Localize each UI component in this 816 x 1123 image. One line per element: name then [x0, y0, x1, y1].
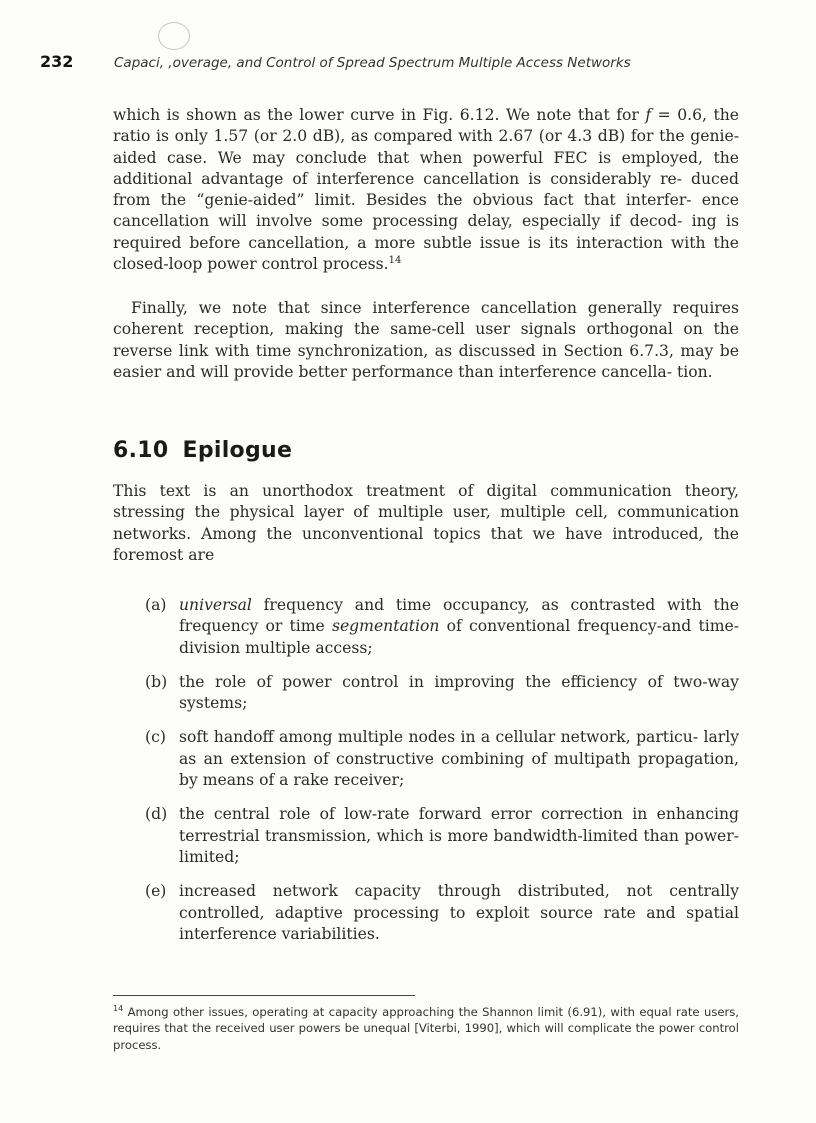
footnote-reference-14: 14 [388, 254, 402, 266]
list-marker: (b) [145, 672, 168, 691]
list-item-a [145, 595, 739, 659]
list-marker: (a) [145, 596, 167, 614]
section-title: Epilogue [182, 438, 293, 463]
running-title: Capaci, ,overage, and Control of Spread Spectrum Multiple Access Networks [114, 55, 631, 71]
list-item-b [145, 672, 739, 715]
list-item-text: increased network capacity through distributed, not centrally controlled, adaptive processing to exploit source rate and spatial interference variabilities. [179, 882, 739, 943]
list-item-text: the role of power control in improving the efficiency of two-way systems; [179, 672, 739, 713]
list-marker: (c) [145, 728, 166, 747]
page-number: 232 [40, 52, 74, 71]
paragraph-1-text-a: which is shown as the lower curve in Fig. 6.12. We note that for [113, 106, 646, 124]
footnote-14 [113, 1004, 739, 1053]
epilogue-intro-paragraph: This text is an unorthodox treatment of digital communication theory, stressing the physical layer of multiple user, multiple cell, communication networks. Among the unconventional topics that we have introduced, the foremost are [113, 482, 739, 564]
emphasis-segmentation: segmentation [331, 617, 440, 636]
footnote-text: Among other issues, operating at capacity approaching the Shannon limit (6.91), with equal rate users, requires that the received user powers be unequal [Viterbi, 1990], which will complicate the power control process. [113, 1005, 739, 1052]
list-marker: (e) [145, 882, 167, 901]
topics-list [145, 595, 739, 958]
list-item-text: soft handoff among multiple nodes in a cellular network, particu- larly as an extension of constructive combining of multipath propagation, by means of a rake receiver; [179, 728, 739, 790]
paragraph-1-text-b: = 0.6, the ratio is only 1.57 (or 2.0 dB), as compared with 2.67 (or 4.3 dB) for the genie-aided case. We may conclude that when powerful FEC is employed, the additional advantage of interference cancellation is considerably re- duced from the “genie-aided” limit. Besides the obvious fact that interfer- ence cancellation will involve some processing delay, especially if decod- ing is required before cancellation, a more subtle issue is its interaction with the closed-loop power control process. [113, 106, 739, 274]
footnote-number: 14 [113, 1004, 124, 1014]
list-item-text: the central role of low-rate forward error correction in enhancing terrestrial transmission, which is more bandwidth-limited than power-limited; [179, 805, 739, 866]
variable-f: f [645, 106, 652, 124]
emphasis-universal: universal [179, 596, 252, 614]
list-item-text-part: of conventional frequency-and time-division multiple access; [179, 617, 740, 657]
list-item-e [145, 881, 739, 945]
section-heading [113, 438, 292, 463]
paragraph-1 [113, 105, 739, 275]
list-item-c [145, 727, 739, 791]
list-item-text-part: frequency and time occupancy, as contrasted with the frequency or time [179, 596, 739, 636]
section-number: 6.10 [113, 438, 169, 463]
scan-smudge-mark [158, 22, 190, 50]
list-marker: (d) [145, 805, 168, 824]
list-item-text [179, 595, 739, 659]
list-item-d [145, 804, 739, 868]
paragraph-2: Finally, we note that since interference cancellation generally requires coherent reception, making the same-cell user signals orthogonal on the reverse link with time synchronization, as discussed in Section 6.7.3, may be easier and will provide better performance than interference cancella- tion. [113, 299, 739, 381]
page-header [40, 52, 726, 71]
footnote-divider [113, 995, 415, 996]
